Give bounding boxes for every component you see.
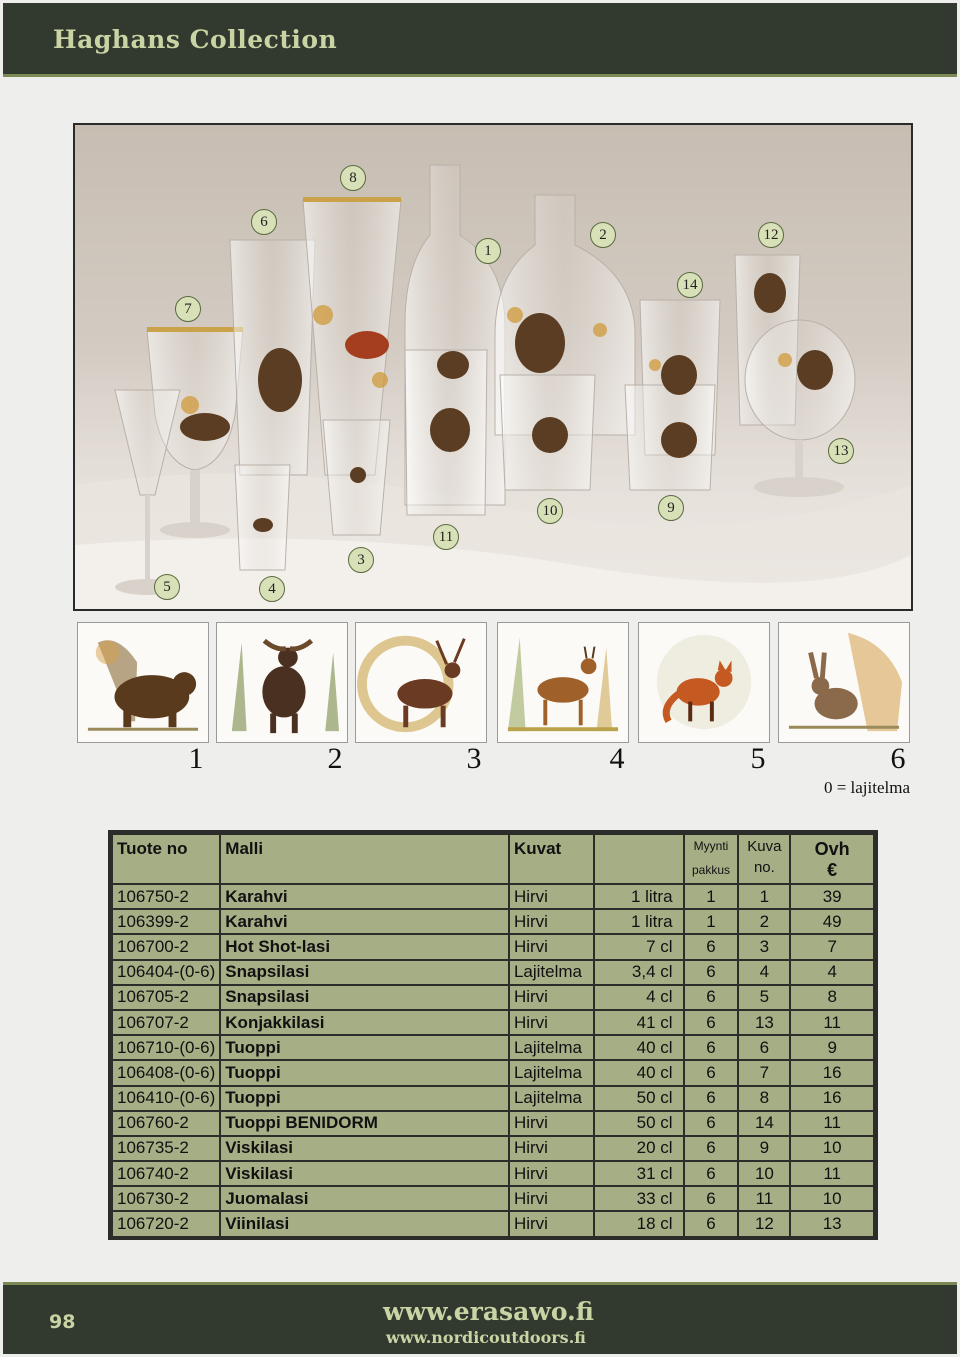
callout-4: 4	[259, 576, 285, 602]
callout-9: 9	[658, 495, 684, 521]
cell-picture: 8	[738, 1086, 790, 1111]
cell-pack: 6	[684, 1161, 739, 1186]
motif-number-2: 2	[327, 742, 343, 775]
callout-14: 14	[677, 272, 703, 298]
cell-size: 4 cl	[594, 985, 684, 1010]
table-row	[112, 1010, 874, 1035]
moose-illustration	[217, 623, 347, 742]
header-kuvat: Kuvat	[509, 834, 594, 884]
table-row	[112, 934, 874, 959]
table-row	[112, 1186, 874, 1211]
table-row	[112, 1136, 874, 1161]
header-tuote-no: Tuote no	[112, 834, 220, 884]
cell-price: 13	[790, 1211, 874, 1236]
header-size	[594, 834, 684, 884]
callout-3: 3	[348, 547, 374, 573]
cell-pack: 1	[684, 884, 739, 909]
cell-motif: Hirvi	[509, 1211, 594, 1236]
callout-8: 8	[340, 165, 366, 191]
cell-model: Tuoppi	[220, 1086, 509, 1111]
cell-model: Tuoppi	[220, 1060, 509, 1085]
table-row	[112, 1161, 874, 1186]
cell-pack: 6	[684, 1186, 739, 1211]
cell-motif: Lajitelma	[509, 1035, 594, 1060]
product-table-frame	[108, 830, 878, 1240]
callout-11: 11	[433, 524, 459, 550]
cell-motif: Lajitelma	[509, 1086, 594, 1111]
cell-motif: Hirvi	[509, 884, 594, 909]
website-link-secondary[interactable]: www.nordicoutdoors.fi	[386, 1328, 586, 1347]
cell-picture: 14	[738, 1111, 790, 1136]
header-currency: €	[827, 860, 838, 880]
cell-picture: 4	[738, 960, 790, 985]
motif-red-deer	[355, 622, 487, 743]
callout-2: 2	[590, 222, 616, 248]
motif-hare	[778, 622, 910, 743]
cell-price: 10	[790, 1186, 874, 1211]
cell-motif: Hirvi	[509, 1161, 594, 1186]
cell-code: 106408-(0-6)	[112, 1060, 220, 1085]
cell-size: 40 cl	[594, 1060, 684, 1085]
cell-code: 106730-2	[112, 1186, 220, 1211]
cell-motif: Hirvi	[509, 985, 594, 1010]
cell-size: 40 cl	[594, 1035, 684, 1060]
cell-pack: 6	[684, 1136, 739, 1161]
cell-picture: 6	[738, 1035, 790, 1060]
cell-motif: Hirvi	[509, 1010, 594, 1035]
cell-code: 106760-2	[112, 1111, 220, 1136]
cell-price: 16	[790, 1086, 874, 1111]
cell-picture: 5	[738, 985, 790, 1010]
header-myynti-pakkus	[684, 834, 739, 884]
hare-illustration	[779, 623, 909, 742]
callout-10: 10	[537, 498, 563, 524]
table-row	[112, 884, 874, 909]
roe-deer-illustration	[498, 623, 628, 742]
header-kuva: Kuva	[747, 838, 782, 855]
cell-size: 41 cl	[594, 1010, 684, 1035]
cell-pack: 6	[684, 1035, 739, 1060]
cell-price: 39	[790, 884, 874, 909]
fox-illustration	[639, 623, 769, 742]
page-header	[3, 3, 957, 77]
cell-size: 7 cl	[594, 934, 684, 959]
cell-price: 9	[790, 1035, 874, 1060]
cell-size: 33 cl	[594, 1186, 684, 1211]
legend-note: 0 = lajitelma	[823, 778, 910, 797]
table-row	[112, 1211, 874, 1236]
motif-number-6: 6	[890, 742, 906, 775]
cell-price: 16	[790, 1060, 874, 1085]
cell-size: 50 cl	[594, 1086, 684, 1111]
motif-bear	[77, 622, 209, 743]
cell-code: 106700-2	[112, 934, 220, 959]
cell-picture: 2	[738, 909, 790, 934]
cell-motif: Hirvi	[509, 1111, 594, 1136]
cell-pack: 6	[684, 1060, 739, 1085]
header-myynti: Myynti	[693, 839, 729, 853]
cell-model: Konjakkilasi	[220, 1010, 509, 1035]
cell-model: Viskilasi	[220, 1161, 509, 1186]
cell-pack: 6	[684, 1086, 739, 1111]
table-row	[112, 960, 874, 985]
cell-size: 31 cl	[594, 1161, 684, 1186]
cell-size: 18 cl	[594, 1211, 684, 1236]
cell-picture: 12	[738, 1211, 790, 1236]
callout-5: 5	[154, 574, 180, 600]
callout-1: 1	[475, 238, 501, 264]
cell-code: 106410-(0-6)	[112, 1086, 220, 1111]
cell-size: 1 litra	[594, 884, 684, 909]
product-photo	[73, 123, 913, 611]
header-ovh-label: Ovh	[814, 839, 850, 859]
cell-motif: Lajitelma	[509, 960, 594, 985]
table-row	[112, 1060, 874, 1085]
motif-number-3: 3	[466, 742, 482, 775]
cell-code: 106399-2	[112, 909, 220, 934]
product-table	[111, 833, 875, 1238]
cell-price: 49	[790, 909, 874, 934]
cell-model: Karahvi	[220, 884, 509, 909]
callout-13: 13	[828, 438, 854, 464]
cell-price: 8	[790, 985, 874, 1010]
cell-pack: 6	[684, 960, 739, 985]
page-footer	[3, 1282, 957, 1354]
table-row	[112, 1035, 874, 1060]
cell-code: 106707-2	[112, 1010, 220, 1035]
cell-motif: Hirvi	[509, 1186, 594, 1211]
cell-model: Hot Shot-lasi	[220, 934, 509, 959]
cell-size: 50 cl	[594, 1111, 684, 1136]
motif-roe-deer	[497, 622, 629, 743]
header-kuva-no	[738, 834, 790, 884]
cell-model: Viinilasi	[220, 1211, 509, 1236]
motif-fox	[638, 622, 770, 743]
cell-price: 11	[790, 1010, 874, 1035]
cell-picture: 1	[738, 884, 790, 909]
cell-model: Viskilasi	[220, 1136, 509, 1161]
callout-12: 12	[758, 222, 784, 248]
header-ovh	[790, 834, 874, 884]
table-row	[112, 1111, 874, 1136]
cell-pack: 6	[684, 934, 739, 959]
page-number: 98	[49, 1311, 76, 1333]
header-no: no.	[753, 859, 775, 876]
bear-illustration	[78, 623, 208, 742]
cell-code: 106720-2	[112, 1211, 220, 1236]
header-pakkus: pakkus	[691, 863, 730, 877]
cell-picture: 10	[738, 1161, 790, 1186]
cell-model: Tuoppi BENIDORM	[220, 1111, 509, 1136]
callout-6: 6	[251, 209, 277, 235]
cell-code: 106740-2	[112, 1161, 220, 1186]
page-title: Haghans Collection	[53, 25, 338, 54]
cell-code: 106735-2	[112, 1136, 220, 1161]
table-header-row	[112, 834, 874, 884]
cell-pack: 6	[684, 1010, 739, 1035]
cell-motif: Hirvi	[509, 934, 594, 959]
cell-pack: 1	[684, 909, 739, 934]
cell-code: 106710-(0-6)	[112, 1035, 220, 1060]
cell-size: 20 cl	[594, 1136, 684, 1161]
cell-price: 10	[790, 1136, 874, 1161]
cell-picture: 11	[738, 1186, 790, 1211]
cell-size: 1 litra	[594, 909, 684, 934]
cell-code: 106404-(0-6)	[112, 960, 220, 985]
cell-pack: 6	[684, 985, 739, 1010]
cell-code: 106750-2	[112, 884, 220, 909]
motif-number-5: 5	[750, 742, 766, 775]
cell-pack: 6	[684, 1111, 739, 1136]
cell-price: 7	[790, 934, 874, 959]
cell-picture: 7	[738, 1060, 790, 1085]
callout-7: 7	[175, 296, 201, 322]
glassware-illustration	[75, 125, 911, 609]
cell-picture: 9	[738, 1136, 790, 1161]
cell-model: Karahvi	[220, 909, 509, 934]
red-deer-illustration	[356, 623, 486, 742]
cell-model: Tuoppi	[220, 1035, 509, 1060]
motif-number-1: 1	[188, 742, 204, 775]
table-row	[112, 1086, 874, 1111]
cell-pack: 6	[684, 1211, 739, 1236]
table-row	[112, 985, 874, 1010]
table-row	[112, 909, 874, 934]
cell-motif: Hirvi	[509, 909, 594, 934]
cell-model: Juomalasi	[220, 1186, 509, 1211]
cell-model: Snapsilasi	[220, 960, 509, 985]
cell-size: 3,4 cl	[594, 960, 684, 985]
cell-price: 11	[790, 1161, 874, 1186]
header-malli: Malli	[220, 834, 509, 884]
cell-motif: Hirvi	[509, 1136, 594, 1161]
motif-moose	[216, 622, 348, 743]
cell-model: Snapsilasi	[220, 985, 509, 1010]
cell-price: 4	[790, 960, 874, 985]
motif-number-4: 4	[609, 742, 625, 775]
cell-picture: 3	[738, 934, 790, 959]
cell-price: 11	[790, 1111, 874, 1136]
cell-motif: Lajitelma	[509, 1060, 594, 1085]
cell-picture: 13	[738, 1010, 790, 1035]
website-link[interactable]: www.erasawo.fi	[383, 1297, 594, 1326]
cell-code: 106705-2	[112, 985, 220, 1010]
